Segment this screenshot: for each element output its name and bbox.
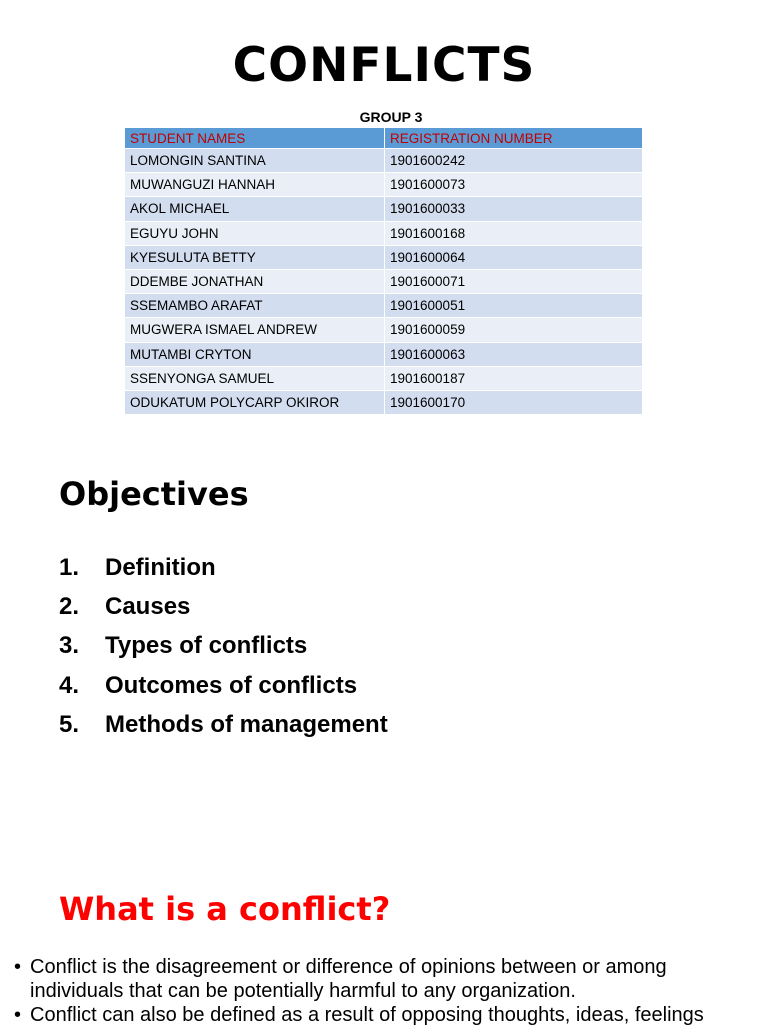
item-text: Types of conflicts (105, 632, 308, 660)
item-number: 4. (59, 671, 80, 699)
student-table (124, 127, 643, 415)
registration-number: 1901600073 (385, 173, 643, 197)
list-item (59, 587, 388, 626)
objectives-heading: Objectives (59, 475, 249, 513)
table-row (125, 269, 643, 293)
registration-number: 1901600168 (385, 221, 643, 245)
document-title: CONFLICTS (232, 38, 536, 93)
student-name: MUGWERA ISMAEL ANDREW (125, 318, 385, 342)
list-item (59, 627, 388, 666)
table-row (125, 173, 643, 197)
table-row (125, 245, 643, 269)
definition-bullets (14, 955, 754, 1027)
registration-number: 1901600063 (385, 342, 643, 366)
item-number: 5. (59, 710, 80, 738)
student-name: AKOL MICHAEL (125, 197, 385, 221)
list-item (59, 666, 388, 705)
registration-number: 1901600187 (385, 366, 643, 390)
student-name: EGUYU JOHN (125, 221, 385, 245)
registration-number: 1901600051 (385, 294, 643, 318)
bullet-icon: • (14, 956, 22, 978)
objectives-list (59, 548, 388, 744)
registration-number: 1901600071 (385, 269, 643, 293)
table-row (125, 342, 643, 366)
table-row (125, 390, 643, 414)
bullet-text: Conflict is the disagreement or difference of opinions between or among individuals that can be potentially harmful to any organization. (30, 956, 667, 1002)
student-name: MUTAMBI CRYTON (125, 342, 385, 366)
student-name: MUWANGUZI HANNAH (125, 173, 385, 197)
list-item (14, 1003, 754, 1027)
column-header-names: STUDENT NAMES (125, 128, 385, 149)
table-row (125, 294, 643, 318)
registration-number: 1901600242 (385, 149, 643, 173)
group-label: GROUP 3 (359, 109, 423, 125)
list-item (59, 548, 388, 587)
student-name: KYESULUTA BETTY (125, 245, 385, 269)
registration-number: 1901600033 (385, 197, 643, 221)
student-name: SSENYONGA SAMUEL (125, 366, 385, 390)
column-header-registration: REGISTRATION NUMBER (385, 128, 643, 149)
item-number: 2. (59, 592, 80, 620)
table-row (125, 197, 643, 221)
list-item (59, 705, 388, 744)
bullet-icon: • (14, 1004, 22, 1026)
student-name: SSEMAMBO ARAFAT (125, 294, 385, 318)
bullet-text: Conflict can also be defined as a result of opposing thoughts, ideas, feelings (30, 1004, 704, 1026)
registration-number: 1901600064 (385, 245, 643, 269)
item-text: Outcomes of conflicts (105, 671, 358, 699)
registration-number: 1901600059 (385, 318, 643, 342)
table-row (125, 149, 643, 173)
registration-number: 1901600170 (385, 390, 643, 414)
item-number: 3. (59, 632, 80, 660)
item-text: Causes (105, 592, 191, 620)
definition-heading: What is a conflict? (59, 890, 391, 928)
item-number: 1. (59, 553, 80, 581)
student-name: LOMONGIN SANTINA (125, 149, 385, 173)
student-name: ODUKATUM POLYCARP OKIROR (125, 390, 385, 414)
table-row (125, 221, 643, 245)
item-text: Definition (105, 553, 216, 581)
table-row (125, 318, 643, 342)
item-text: Methods of management (105, 710, 388, 738)
table-row (125, 366, 643, 390)
list-item (14, 955, 754, 1003)
table-header-row (125, 128, 643, 149)
student-name: DDEMBE JONATHAN (125, 269, 385, 293)
